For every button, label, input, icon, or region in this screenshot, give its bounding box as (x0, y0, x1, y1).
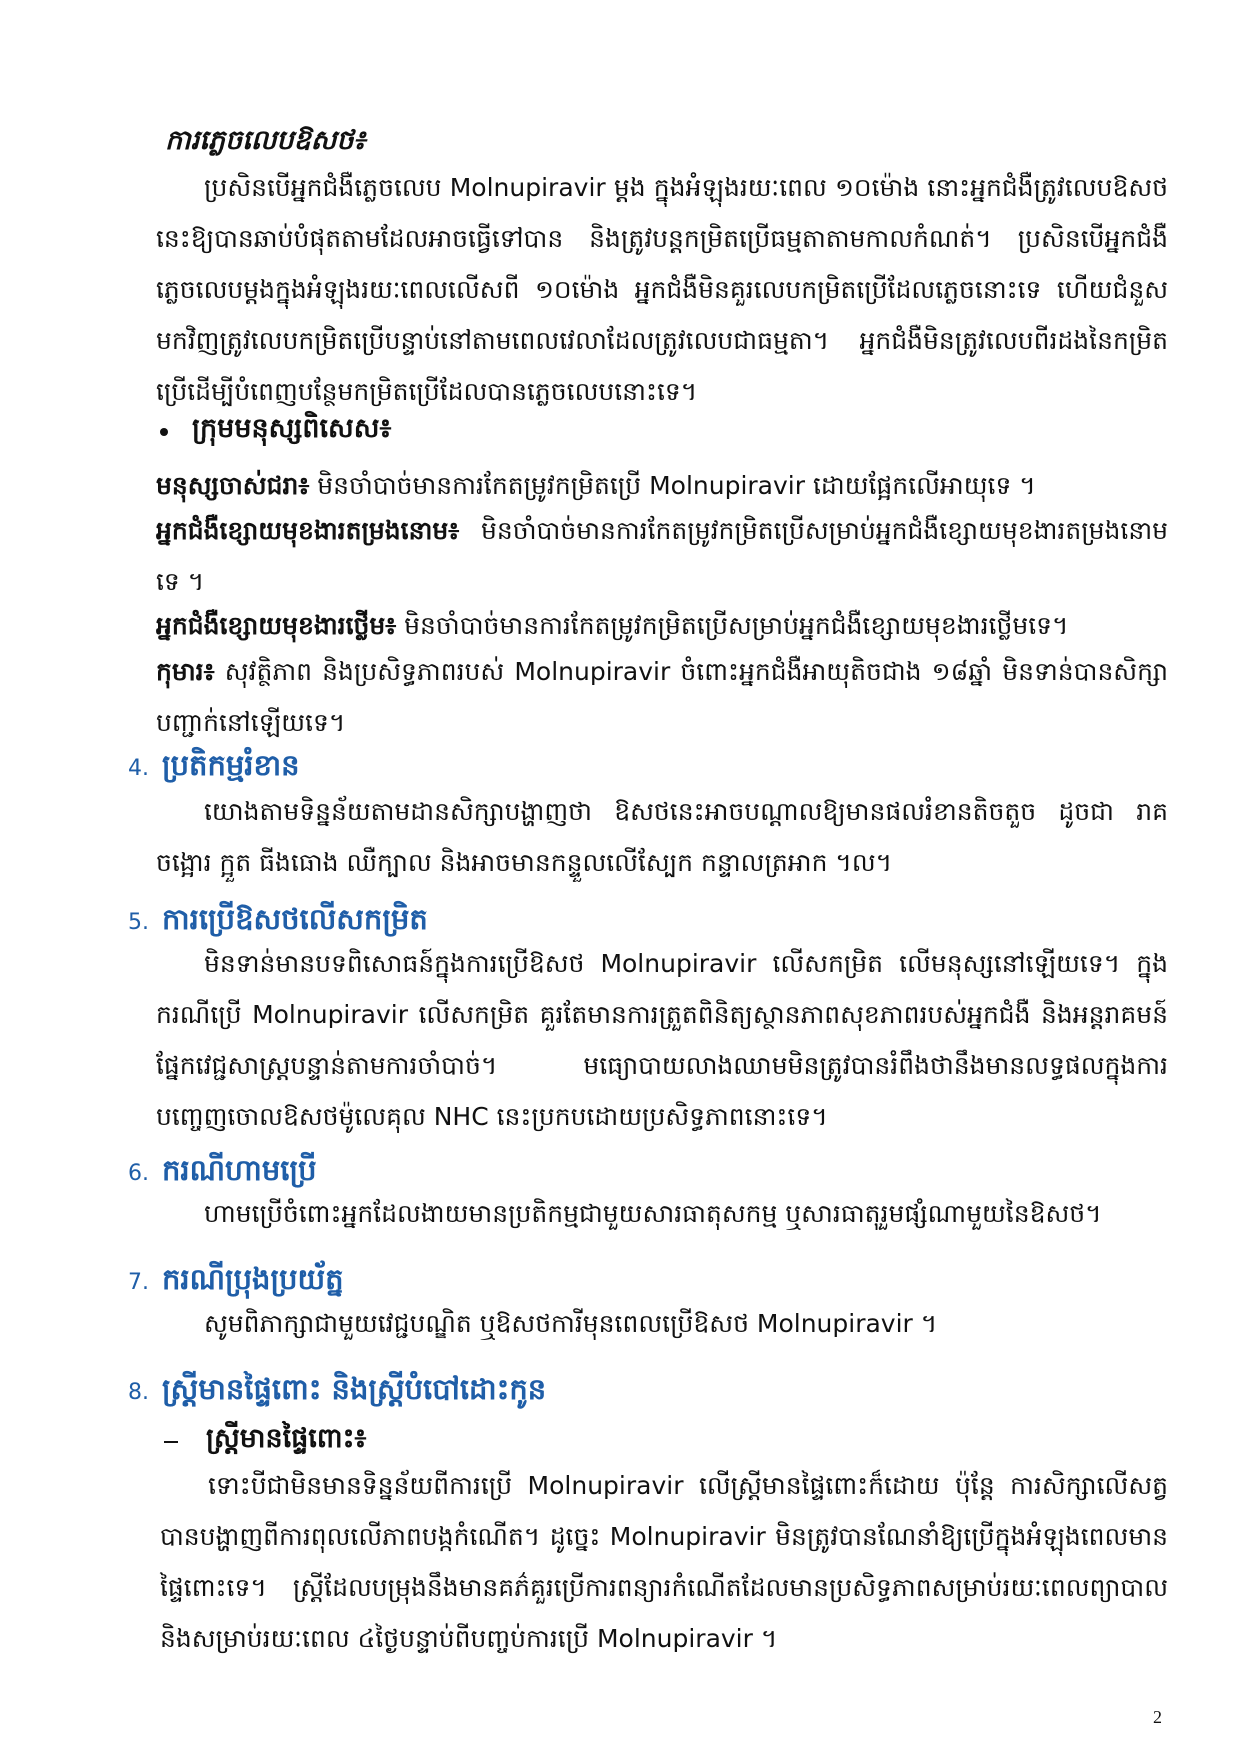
pregnancy-subheading-label: ស្ត្រីមានផ្ទៃពោះ៖ (206, 1423, 367, 1454)
pregnancy-paragraph: ទោះបីជាមិនមានទិន្នន័យពីការប្រើ Molnupiravir លើស្ត្រីមានផ្ទៃពោះក៏ដោយ ប៉ុន្តែ ការសិក្សាលើសត្វបានបង្ហាញពីការពុលលើភាពបង្កកំណើត។ ដូច្នេះ Molnupiravir មិនត្រូវបានណែនាំឱ្យប្រើក្នុងអំឡុងពេលមានផ្ទៃពោះទេ។ ស្ត្រីដែលបម្រុងនឹងមានគភ៌គួរប្រើការពន្យារកំណើតដែលមានប្រសិទ្ធភាពសម្រាប់រយៈពេលព្យាបាល និងសម្រាប់រយៈពេល ៤ថ្ងៃបន្ទាប់ពីបញ្ចប់ការប្រើ Molnupiravir ។ (160, 1471, 1168, 1653)
missed-dose-heading: ការភ្លេចលេបឱសថ៖ (165, 125, 366, 156)
section-title: ករណីប្រុងប្រយ័ត្ន (162, 1262, 344, 1296)
special-group-item (156, 646, 1168, 748)
special-group-text: មិនចាំបាច់មានការកែតម្រូវកម្រិតប្រើសម្រាប់អ្នកជំងឺខ្សោយមុខងារថ្លើមទេ។ (396, 611, 1069, 640)
special-group-item (156, 600, 1168, 651)
section-title: ករណីហាមប្រើ (162, 1153, 317, 1187)
special-group-label: មនុស្សចាស់ជរា៖ (156, 471, 310, 500)
special-group-text: មិនចាំបាច់មានការកែតម្រូវកម្រិតប្រើសម្រាប់អ្នកជំងឺខ្សោយមុខងារតម្រងនោមទេ ។ (156, 516, 1168, 596)
dash-icon (164, 1441, 178, 1443)
section-body-7: សូមពិភាក្សាជាមួយវេជ្ជបណ្ឌិត ឬឱសថការីមុនពេលប្រើឱសថ Molnupiravir ។ (204, 1309, 938, 1338)
missed-dose-paragraph: ប្រសិនបើអ្នកជំងឺភ្លេចលេប Molnupiravir ម្តង ក្នុងអំឡុងរយៈពេល ១០ម៉ោង នោះអ្នកជំងឺត្រូវលេបឱសថនេះឱ្យបានឆាប់បំផុតតាមដែលអាចធ្វើទៅបាន និងត្រូវបន្តកម្រិតប្រើធម្មតាតាមកាលកំណត់។ ប្រសិនបើអ្នកជំងឺភ្លេចលេបម្តងក្នុងអំឡុងរយៈពេលលើសពី ១០ម៉ោង អ្នកជំងឺមិនគួរលេបកម្រិតប្រើដែលភ្លេចនោះទេ ហើយជំនួសមកវិញត្រូវលេបកម្រិតប្រើបន្ទាប់នៅតាមពេលវេលាដែលត្រូវលេបជាធម្មតា។ អ្នកជំងឺមិនត្រូវលេបពីរដងនៃកម្រិតប្រើដើម្បីបំពេញបន្ថែមកម្រិតប្រើដែលបានភ្លេចលេបនោះទេ។ (156, 173, 1168, 406)
special-group-label: កុមារ៖ (156, 657, 215, 686)
pregnancy-subheading (164, 1422, 366, 1461)
special-groups-label: ក្រុមមនុស្សពិសេស៖ (192, 413, 392, 444)
special-group-label: អ្នកជំងឺខ្សោយមុខងារថ្លើម៖ (156, 611, 397, 640)
section-heading-8 (128, 1372, 546, 1414)
section-number: 7. (128, 1270, 149, 1295)
page-number: 2 (1153, 1707, 1162, 1727)
section-heading-4 (128, 748, 300, 790)
section-title: ស្ត្រីមានផ្ទៃពោះ និងស្ត្រីបំបៅដោះកូន (162, 1372, 547, 1406)
section-title: ប្រតិកម្មរំខាន (162, 748, 300, 782)
section-number: 5. (128, 910, 149, 935)
section-number: 6. (128, 1161, 149, 1186)
special-group-text: មិនចាំបាច់មានការកែតម្រូវកម្រិតប្រើ Molnupiravir ដោយផ្អែកលើអាយុទេ ។ (309, 471, 1036, 500)
special-group-label: អ្នកជំងឺខ្សោយមុខងារតម្រងនោម៖ (156, 516, 460, 545)
section-body-4: យោងតាមទិន្នន័យតាមដានសិក្សាបង្ហាញថា ឱសថនេះអាចបណ្តាលឱ្យមានផលរំខានតិចតួច ដូចជា រាគ ចង្អោរ ក្អួត ធីងធោង ឈឺក្បាល និងអាចមានកន្ទួលលើស្បែក កន្ទាលត្រអាក ។ល។ (156, 797, 1168, 877)
section-number: 8. (128, 1380, 149, 1405)
section-title: ការប្រើឱសថលើសកម្រិត (162, 902, 428, 936)
bullet-icon (160, 428, 168, 436)
special-group-item (156, 505, 1168, 607)
section-body-5: មិនទាន់មានបទពិសោធន៍ក្នុងការប្រើឱសថ Molnupiravir លើសកម្រិត លើមនុស្សនៅឡើយទេ។ ក្នុងករណីប្រើ Molnupiravir លើសកម្រិត គួរតែមានការត្រួតពិនិត្យស្ថានភាពសុខភាពរបស់អ្នកជំងឺ និងអន្តរាគមន៍ផ្នែកវេជ្ជសាស្ត្របន្ទាន់តាមការចាំបាច់។ មធ្យោបាយលាងឈាមមិនត្រូវបានរំពឹងថានឹងមានលទ្ធផលក្នុងការបញ្ចេញចោលឱសថម៉ូលេគុល NHC នេះប្រកបដោយប្រសិទ្ធភាពនោះទេ។ (156, 949, 1168, 1131)
special-group-item (156, 460, 1168, 511)
section-number: 4. (128, 756, 149, 781)
section-body-6: ហាមប្រើចំពោះអ្នកដែលងាយមានប្រតិកម្មជាមួយសារធាតុសកម្ម ឬសារធាតុរួមផ្សំណាមួយនៃឱសថ។ (204, 1199, 1102, 1228)
special-group-text: សុវត្ថិភាព និងប្រសិទ្ធភាពរបស់ Molnupiravir ចំពោះអ្នកជំងឺអាយុតិចជាង ១៨ឆ្នាំ មិនទាន់បានសិក្សាបញ្ជាក់នៅឡើយទេ។ (156, 657, 1168, 737)
special-groups-heading (160, 412, 391, 451)
